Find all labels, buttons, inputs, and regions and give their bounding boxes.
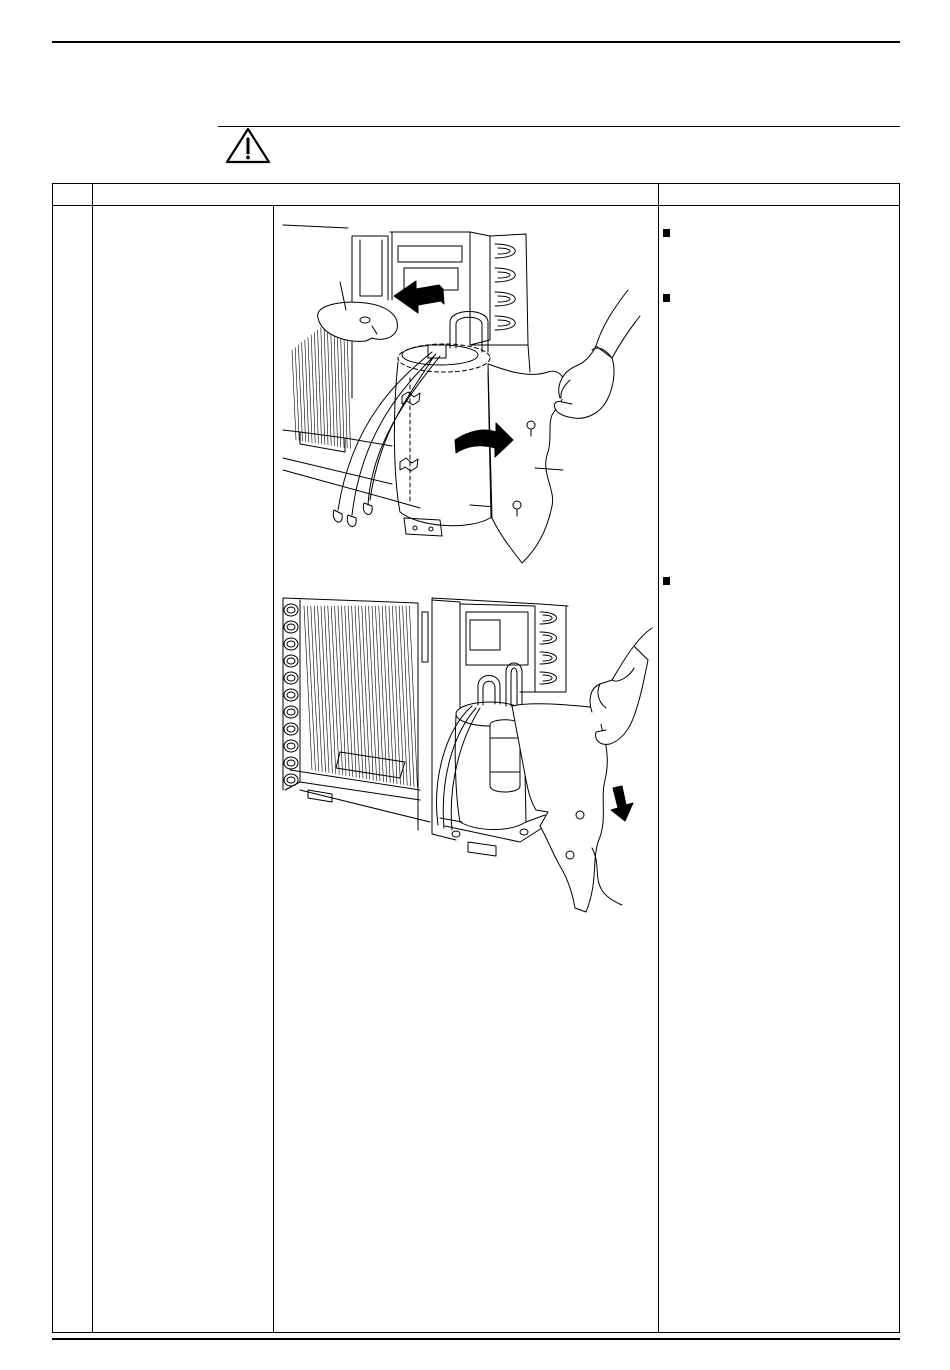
arrow-left-icon <box>394 281 441 313</box>
table-column-divider-step <box>92 183 93 1333</box>
table-column-divider-procedure <box>273 205 274 1333</box>
right-coil-frame <box>470 234 530 372</box>
right-coil-frame <box>520 606 566 692</box>
insulation-removal-illustration-step1 <box>278 215 643 570</box>
left-coil-bends <box>284 604 298 786</box>
base-tray <box>285 752 456 840</box>
insulation-sheet <box>488 364 566 563</box>
partition-panel <box>418 598 460 834</box>
insulation-removal-illustration-step2 <box>276 592 654 914</box>
unit-foot <box>404 518 442 536</box>
square-bullet-icon <box>663 229 670 237</box>
arrow-down-icon <box>611 786 633 821</box>
hand <box>554 346 614 418</box>
footer-rule <box>52 1338 900 1340</box>
warning-triangle-icon <box>225 127 271 164</box>
square-bullet-icon <box>663 577 670 585</box>
square-bullet-icon <box>663 294 670 302</box>
insulation-sheet <box>512 704 607 912</box>
fan-motor-housing <box>460 604 535 665</box>
table-column-divider-points <box>658 183 659 1333</box>
unit-top-frame <box>283 598 568 606</box>
heat-exchanger-fins <box>304 606 417 787</box>
accumulator <box>490 720 520 792</box>
terminal-cover <box>428 345 446 358</box>
compressor-top-cover <box>318 302 398 341</box>
right-coil-bends <box>495 244 515 330</box>
table-header-divider <box>52 205 900 206</box>
header-rule <box>52 41 900 43</box>
warning-rule <box>218 126 900 127</box>
sheet-cord <box>592 848 622 905</box>
lead-wires <box>338 352 440 515</box>
right-coil-bends <box>540 612 557 684</box>
